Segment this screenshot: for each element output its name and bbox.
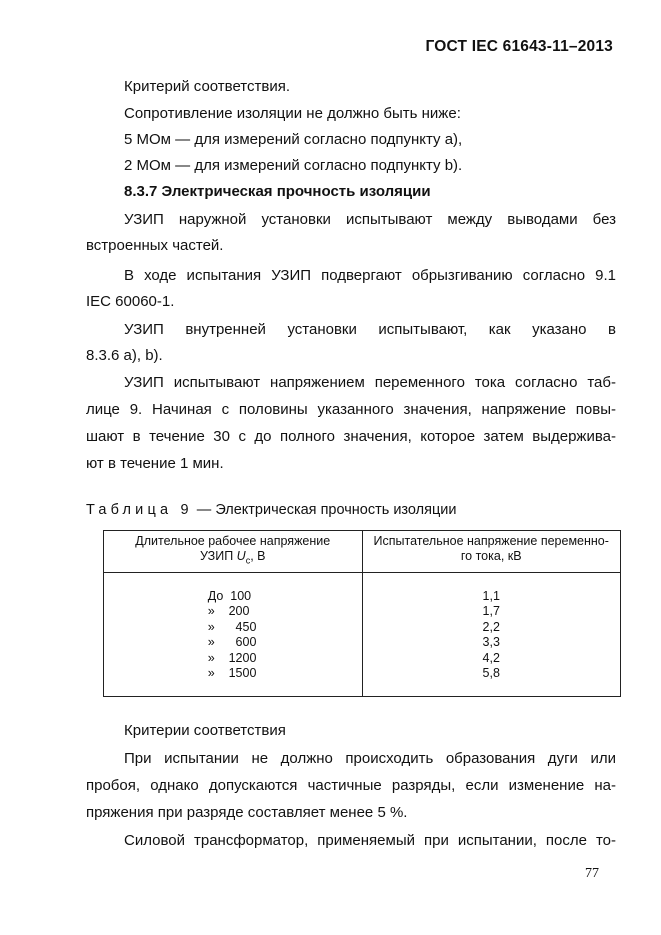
column-header-test-voltage [362,531,621,573]
resistance-requirement: Сопротивление изоляции не должно быть ниже: [124,105,461,122]
paragraph-3-line-1: УЗИП внутренней установки испытывают, как указано в [124,321,616,338]
rated-voltage-cell [104,572,363,696]
test-voltage-value: 2,2 [482,619,500,634]
page-number: 77 [585,866,599,881]
rated-voltage-value: » 600 [207,635,257,649]
paragraph-5-line-2: пробоя, однако допускаются частичные разряды, если изменение на- [86,777,616,794]
rated-voltage-value: » 1200 [207,650,257,665]
test-voltage-value: 4,2 [482,650,500,665]
paragraph-5-line-3: пряжения при разряде составляет менее 5 %. [86,804,408,821]
paragraph-4-line-2: лице 9. Начиная с половины указанного значения, напряжение повы- [86,401,616,418]
test-voltage-value: 1,7 [482,604,500,618]
paragraph-3-line-2: 8.3.6 a), b). [86,347,163,364]
rated-voltage-value: » 1500 [207,666,257,680]
column-header-test-voltage-line-2: го тока, кВ [460,549,522,563]
table-caption-separator: — [192,502,216,518]
rated-voltage-value: До 100 [207,588,252,603]
paragraph-1-line-1: УЗИП наружной установки испытывают между выводами без [124,211,616,228]
table-row [104,572,621,696]
requirement-item-a: 5 МОм — для измерений согласно подпункту a), [124,131,463,148]
test-voltage-value: 5,8 [482,666,500,680]
requirement-item-b: 2 МОм — для измерений согласно подпункту b). [124,157,463,174]
criteria-label: Критерии соответствия [124,722,286,739]
table-caption-title: Электрическая прочность изоляции [215,502,457,518]
test-voltage-cell [362,572,621,696]
paragraph-6-line-1: Силовой трансформатор, применяемый при испытании, после то- [124,832,616,849]
column-header-rated-voltage-line-1: Длительное рабочее напряжение [135,534,331,548]
paragraph-1-line-2: встроенных частей. [86,237,224,254]
paragraph-4-line-1: УЗИП испытывают напряжением переменного тока согласно таб- [124,374,616,391]
insulation-strength-table [103,530,621,697]
paragraph-4-line-3: шают в течение 30 с до полного значения, которое затем выдержива- [86,428,616,445]
table-caption [86,502,456,518]
paragraph-4-line-4: ют в течение 1 мин. [86,455,224,472]
table-caption-prefix: Таблица 9 [86,502,193,518]
test-voltage-value: 3,3 [482,635,500,649]
column-header-test-voltage-line-1: Испытательное напряжение переменно- [373,534,609,548]
criterion-label: Критерий соответствия. [124,78,291,95]
document-code-header: ГОСТ IEC 61643-11–2013 [425,38,613,55]
column-header-rated-voltage-line-2: УЗИП $U_c$, В [200,549,266,566]
paragraph-2-line-2: IEC 60060-1. [86,293,175,310]
test-voltage-value: 1,1 [482,588,500,603]
paragraph-5-line-1: При испытании не должно происходить образования дуги или [124,750,616,767]
rated-voltage-value: » 450 [207,619,257,634]
column-header-rated-voltage [104,531,363,573]
section-heading: 8.3.7 Электрическая прочность изоляции [124,183,431,200]
paragraph-2-line-1: В ходе испытания УЗИП подвергают обрызгиванию согласно 9.1 [124,267,616,284]
rated-voltage-value: » 200 [207,604,250,618]
